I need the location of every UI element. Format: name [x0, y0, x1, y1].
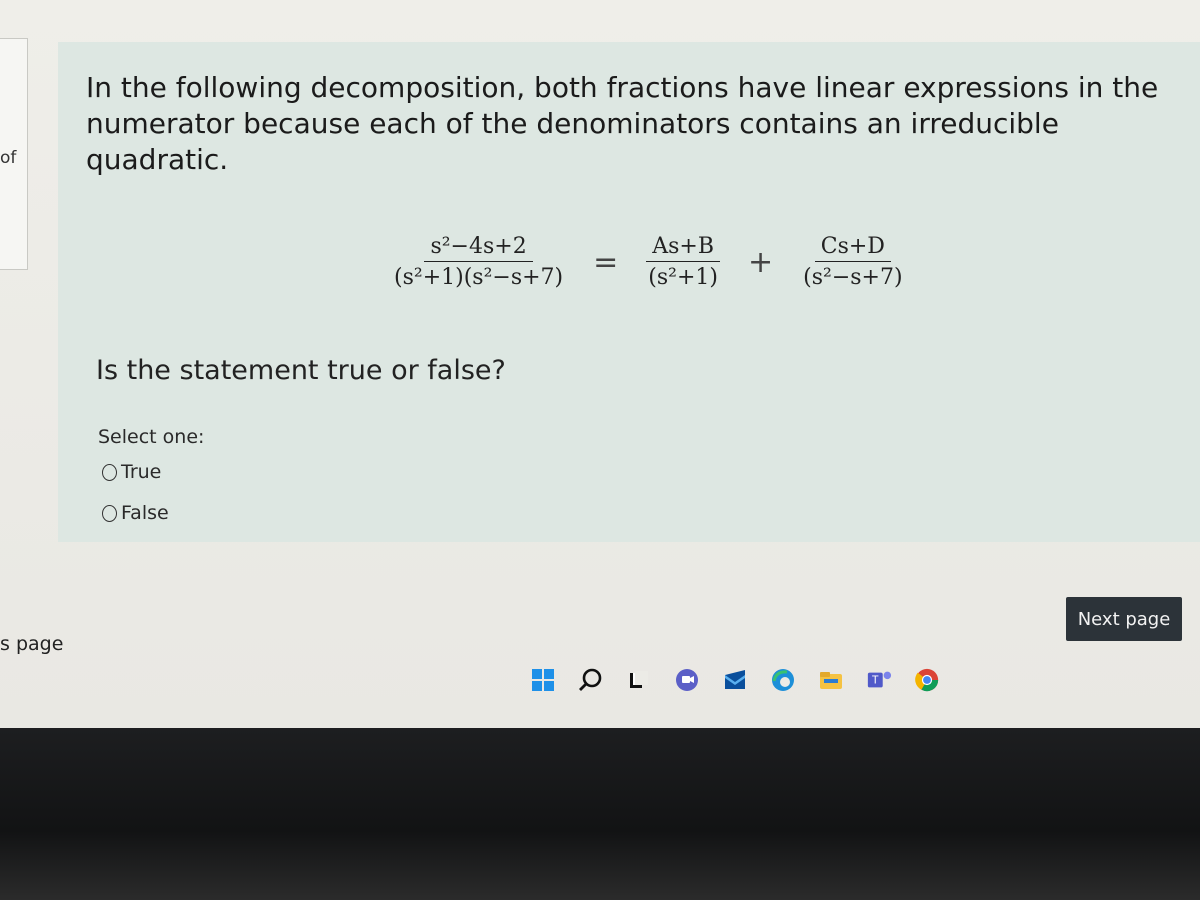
teams-icon[interactable] [866, 667, 892, 693]
select-one-label: Select one: [98, 426, 205, 448]
question-panel [58, 42, 1200, 542]
svg-text:T: T [872, 675, 879, 687]
file-explorer-icon[interactable] [818, 667, 844, 693]
term1-fraction [642, 234, 724, 290]
chat-icon[interactable] [674, 667, 700, 693]
equals-sign: = [593, 244, 619, 280]
option-false-label: False [121, 502, 169, 524]
taskbar [530, 660, 940, 700]
radio-true[interactable] [102, 464, 117, 481]
lhs-denominator: (s²+1)(s²−s+7) [394, 265, 564, 290]
question-text: In the following decomposition, both fractions have linear expressions in the numerator because each of the denominators contains an irreducible quadratic. [86, 71, 1159, 176]
monitor-bezel [0, 728, 1200, 900]
partial-fraction-formula [388, 227, 909, 297]
term1-denominator: (s²+1) [648, 265, 718, 290]
previous-page-link[interactable]: s page [0, 633, 64, 655]
plus-sign: + [748, 244, 774, 280]
search-icon[interactable] [578, 667, 604, 693]
option-false[interactable] [102, 502, 169, 524]
question-prompt: Is the statement true or false? [96, 355, 506, 386]
term2-numerator: Cs+D [815, 234, 891, 262]
edge-browser-icon[interactable] [770, 667, 796, 693]
lhs-fraction [388, 234, 569, 290]
option-true-label: True [121, 461, 162, 483]
mail-icon[interactable] [722, 667, 748, 693]
next-page-button[interactable]: Next page [1066, 597, 1182, 641]
sidebar-fragment-of: of [0, 148, 17, 168]
chrome-icon[interactable] [914, 667, 940, 693]
term2-fraction [797, 234, 908, 290]
windows-start-icon[interactable] [530, 667, 556, 693]
radio-false[interactable] [102, 505, 117, 522]
option-true[interactable] [102, 461, 161, 483]
task-view-icon[interactable] [626, 667, 652, 693]
term1-numerator: As+B [646, 234, 720, 262]
term2-denominator: (s²−s+7) [803, 265, 903, 290]
lhs-numerator: s²−4s+2 [424, 234, 532, 262]
